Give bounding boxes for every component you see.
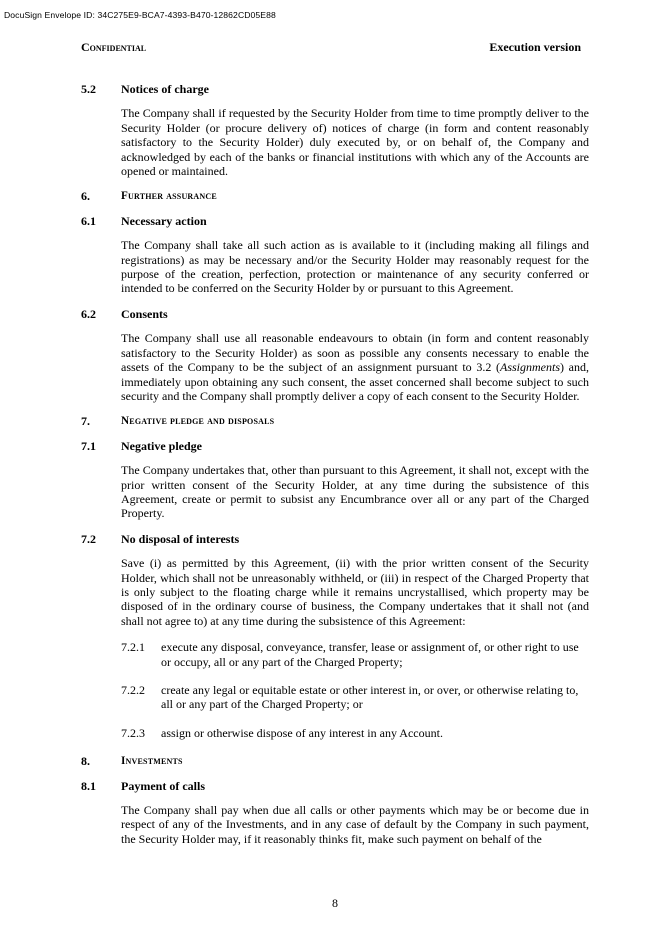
heading-6-1 xyxy=(81,214,589,228)
heading-6-2 xyxy=(81,307,589,321)
clause-title: No disposal of interests xyxy=(121,531,240,546)
paragraph-6-1: The Company shall take all such action as is available to it (including making all filings and registrations) as may be necessary and/or the Security Holder may reasonably request for the purpose of the creation, perfection, protection or maintenance of any security conferred or intended to be conferred on the Security Holder by or pursuant to this Agreement. xyxy=(121,238,589,296)
heading-7 xyxy=(81,414,589,428)
subclause-7-2-3 xyxy=(121,726,589,740)
defined-term-reference: Assignments xyxy=(500,360,560,375)
page-number: 8 xyxy=(332,896,338,910)
subclause-number: 7.2.1 xyxy=(121,640,145,655)
paragraph-7-1: The Company undertakes that, other than pursuant to this Agreement, it shall not, except with the prior written consent of the Security Holder, at any time during the subsistence of this Agreement, create or permit to subsist any Encumbrance over all or any part of the Charged Property. xyxy=(121,463,589,521)
paragraph-6-2 xyxy=(121,331,589,403)
document-body xyxy=(81,82,589,857)
paragraph-5-2: The Company shall if requested by the Security Holder from time to time promptly deliver to the Security Holder (or procure delivery of) notices of charge (in form and content reasonably satisfactory to the Security Holder) duly executed by, or on behalf of, the Company and acknowledged by each of the banks or financial institutions with which any of the Accounts are opened or maintained. xyxy=(121,106,589,179)
clause-number: 6.2 xyxy=(81,306,96,321)
clause-title: Consents xyxy=(121,306,168,321)
clause-number: 7.2 xyxy=(81,531,96,546)
clause-title: Necessary action xyxy=(121,213,207,228)
subclause-number: 7.2.3 xyxy=(121,725,145,740)
subclause-text: execute any disposal, conveyance, transfer, lease or assignment of, or other right to use or occupy, all or any part of the Charged Property; xyxy=(161,640,579,669)
heading-7-2 xyxy=(81,532,589,546)
heading-8-1 xyxy=(81,779,589,793)
clause-title: Further assurance xyxy=(121,190,217,203)
docusign-envelope-id: DocuSign Envelope ID: 34C275E9-BCA7-4393-B470-12862CD05E88 xyxy=(4,10,276,20)
paragraph-8-1: The Company shall pay when due all calls or other payments which may be or become due in respect of any of the Investments, and in any case of default by the Company in such payment, the Security Holder may, if it reasonably thinks fit, make such payment on behalf of the xyxy=(121,803,589,846)
paragraph-text: ) and, immediately upon obtaining any such consent, the asset concerned shall become subject to such security and the Company shall promptly deliver a copy of each consent to the Security Holder. xyxy=(121,360,589,403)
heading-6 xyxy=(81,189,589,203)
clause-title: Negative pledge xyxy=(121,438,202,453)
clause-number: 8. xyxy=(81,754,90,769)
subclause-number: 7.2.2 xyxy=(121,683,145,697)
header-execution-version: Execution version xyxy=(489,40,581,54)
subclause-7-2-1 xyxy=(121,640,589,669)
clause-number: 7. xyxy=(81,414,90,429)
heading-8 xyxy=(81,754,589,768)
clause-number: 6.1 xyxy=(81,213,96,228)
clause-title: Investments xyxy=(121,755,183,768)
clause-number: 8.1 xyxy=(81,778,96,793)
clause-title: Notices of charge xyxy=(121,82,209,96)
clause-number: 6. xyxy=(81,189,90,204)
clause-title: Negative pledge and disposals xyxy=(121,415,275,428)
clause-number: 7.1 xyxy=(81,438,96,453)
clause-title: Payment of calls xyxy=(121,778,205,793)
clause-number: 5.2 xyxy=(81,82,96,96)
paragraph-7-2: Save (i) as permitted by this Agreement, (ii) with the prior written consent of the Security Holder, which shall not be unreasonably withheld, or (iii) in respect of the Charged Property that is only subject to the floating charge while it remains uncrystallised, which property may be disposed of in the ordinary course of business, the Company undertakes that it shall not (and shall not agree to) at any time during the subsistence of this Agreement: xyxy=(121,556,589,628)
header-confidential: Confidential xyxy=(81,40,147,54)
heading-7-1 xyxy=(81,439,589,453)
subclause-text: assign or otherwise dispose of any interest in any Account. xyxy=(161,725,443,740)
subclause-text: create any legal or equitable estate or other interest in, or over, or otherwise relating to, all or any part of the Charged Property; or xyxy=(161,683,579,712)
subclause-7-2-2 xyxy=(121,683,589,712)
heading-5-2 xyxy=(81,82,589,96)
paragraph-text: The Company shall use all reasonable endeavours to obtain (in form and content reasonably satisfactory to the Security Holder) as soon as possible any consents necessary to enable the assets of the Company to be the subject of an assignment pursuant to 3.2 ( xyxy=(121,331,589,375)
